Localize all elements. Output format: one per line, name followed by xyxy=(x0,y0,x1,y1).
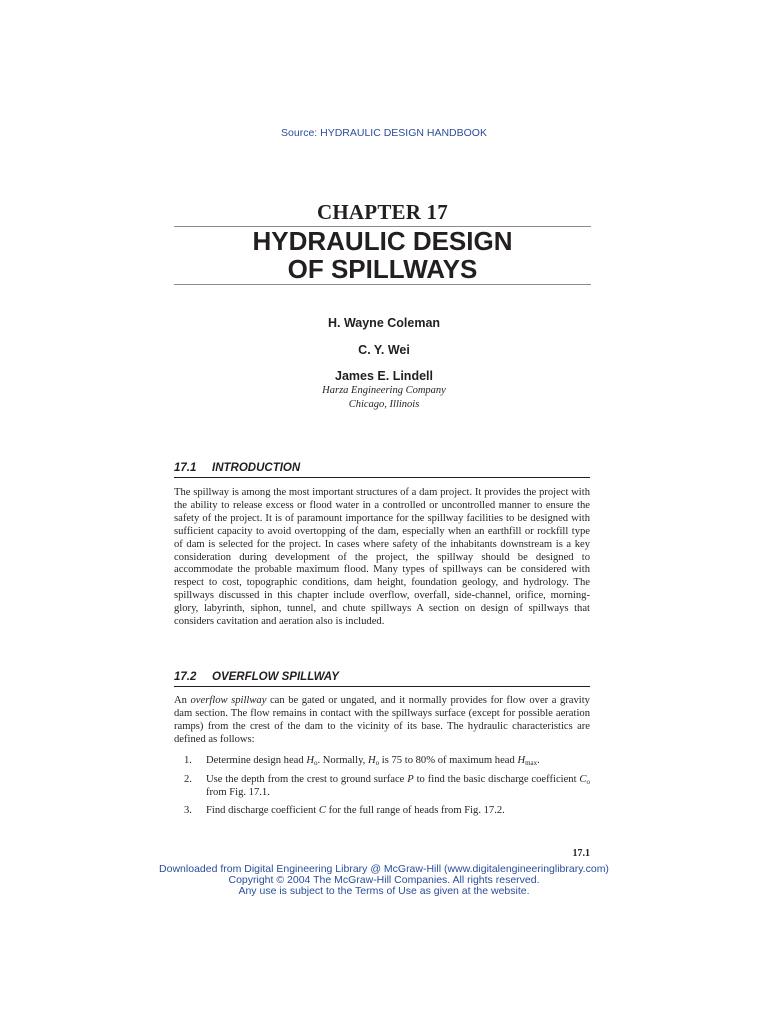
source-line[interactable]: Source: HYDRAULIC DESIGN HANDBOOK xyxy=(281,127,487,139)
page-number: 17.1 xyxy=(572,848,590,859)
section-title: INTRODUCTION xyxy=(212,462,301,474)
list-number: 1. xyxy=(184,755,192,766)
footer xyxy=(0,864,768,897)
footer-download-link[interactable]: Downloaded from Digital Engineering Library @ McGraw-Hill (www.digitalengineeringlibrary.com) xyxy=(159,863,609,875)
footer-copyright: Copyright © 2004 The McGraw-Hill Companies. All rights reserved. xyxy=(228,874,540,886)
list-number: 3. xyxy=(184,805,192,816)
chapter-number: CHAPTER 17 xyxy=(317,200,448,224)
author-name: James E. Lindell xyxy=(335,369,433,383)
list-number: 2. xyxy=(184,774,192,785)
affiliation-location: Chicago, Illinois xyxy=(348,399,420,410)
paragraph-text: An xyxy=(174,695,191,706)
section-heading-overflow-spillway xyxy=(174,671,590,687)
paragraph-text: can be gated or ungated, and it normally provides for flow over a gravity dam section. The flow remains in contact with the spillways surface (except for possible aeration ramps) from the crest of the dam to the vicinity of its base. The hydraulic characteristics are defined as follows: xyxy=(174,695,590,745)
section-number: 17.1 xyxy=(174,462,197,474)
list-text: Determine design head $H_o$. Normally, $H_o$ is 75 to 80% of maximum head $H_{max}$. xyxy=(206,755,540,767)
chapter-title-line-1: HYDRAULIC DESIGN xyxy=(252,226,513,256)
footer-terms-link[interactable]: Any use is subject to the Terms of Use as given at the website. xyxy=(238,885,530,897)
overflow-spillway-paragraph xyxy=(174,695,590,747)
defined-term: overflow spillway xyxy=(190,695,267,706)
chapter-title-line-2: OF SPILLWAYS xyxy=(287,254,478,284)
section-title: OVERFLOW SPILLWAY xyxy=(212,671,339,683)
title-bottom-rule xyxy=(174,284,591,285)
introduction-paragraph: The spillway is among the most important structures of a dam project. It provides the project with the ability to release excess or flood water in a controlled or uncontrolled manner to ensure the safety of the project. It is of paramount importance for the spillway facilities to be designed with sufficient capacity to avoid overtopping of the dam, especially when an earthfill or rockfill type of dam is selected for the project. In cases where safety of the inhabitants downstream is a key consideration during development of the project, the spillway should be designed to accommodate the probable maximum flood. Many types of spillways can be considered with respect to cost, topographic conditions, dam height, foundation geology, and hydrology. The spillways discussed in this chapter include overflow, overfall, side-channel, orifice, morning-glory, labyrinth, siphon, tunnel, and chute spillways A section on design of spillways that considers cavitation and aeration also is included. xyxy=(174,487,590,628)
section-heading-introduction xyxy=(174,462,590,478)
list-text: Find discharge coefficient C for the full range of heads from Fig. 17.2. xyxy=(206,805,505,816)
chapter-title xyxy=(174,227,591,283)
list-text: Use the depth from the crest to ground surface P to find the basic discharge coefficient $C_o$ from Fig. 17.1. xyxy=(206,774,590,798)
section-number: 17.2 xyxy=(174,671,197,683)
author-name: H. Wayne Coleman xyxy=(327,316,441,330)
affiliation-company: Harza Engineering Company xyxy=(322,385,446,396)
author-name: C. Y. Wei xyxy=(358,343,410,357)
